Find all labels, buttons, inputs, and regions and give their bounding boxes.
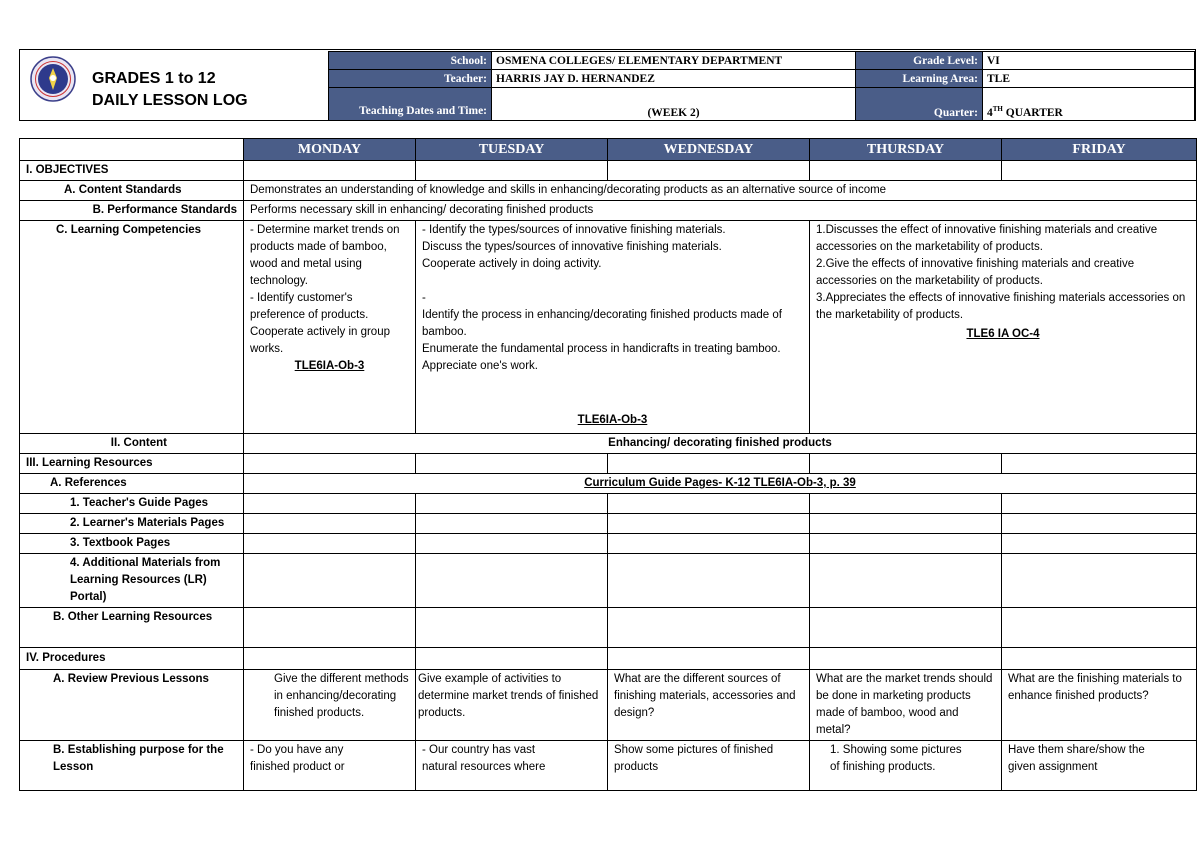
objectives-label: I. OBJECTIVES (20, 161, 244, 181)
quarter-value: 4TH QUARTER (983, 88, 1195, 121)
day-header-monday: MONDAY (244, 139, 416, 161)
competencies-thufri-text: 1.Discusses the effect of innovative finishing materials and creative accessories on the marketability of products. 2.Give the effects of innovative finishing materials and creative accessories on the marketability of products. 3.Appreciates the effects of innovative finishing materials accessories on the marketability of products. (816, 224, 1186, 321)
purpose-monday: - Do you have any finished product or (244, 741, 416, 791)
procedures-label: IV. Procedures (20, 648, 244, 670)
day-header-friday: FRIDAY (1002, 139, 1197, 161)
purpose-friday: Have them share/show the given assignment (1002, 741, 1197, 791)
teaching-dates-value: (WEEK 2) (492, 88, 856, 121)
header-info-table (328, 51, 1195, 121)
review-friday: What are the finishing materials to enhance finished products? (1002, 670, 1197, 741)
learners-materials-label: 2. Learner's Materials Pages (20, 514, 244, 534)
page-title-line1: GRADES 1 to 12 (92, 70, 216, 87)
day-header-wednesday: WEDNESDAY (608, 139, 810, 161)
grade-level-label: Grade Level: (856, 52, 983, 70)
teacher-value: HARRIS JAY D. HERNANDEZ (492, 70, 856, 88)
day-header-thursday: THURSDAY (810, 139, 1002, 161)
references-value: Curriculum Guide Pages- K-12 TLE6IA-Ob-3, p. 39 (244, 474, 1197, 494)
review-monday: Give the different methods in enhancing/decorating finished products. (244, 670, 416, 741)
review-tuesday: Give example of activities to determine market trends of finished products. (416, 670, 608, 741)
school-label: School: (329, 52, 492, 70)
learning-area-value: TLE (983, 70, 1195, 88)
establishing-purpose-label: B. Establishing purpose for the Lesson (20, 741, 244, 791)
review-lessons-label: A. Review Previous Lessons (20, 670, 244, 741)
purpose-thursday: 1. Showing some pictures of finishing products. (810, 741, 1002, 791)
page-title-line2: DAILY LESSON LOG (92, 92, 248, 109)
content-standards-label: A. Content Standards (20, 181, 244, 201)
school-value: OSMENA COLLEGES/ ELEMENTARY DEPARTMENT (492, 52, 856, 70)
learning-competencies-label: C. Learning Competencies (20, 221, 244, 434)
content-standards-value: Demonstrates an understanding of knowledge and skills in enhancing/decorating products as an alternative source of income (244, 181, 1197, 201)
purpose-wednesday: Show some pictures of finished products (608, 741, 810, 791)
competencies-monday-code: TLE6IA-Ob-3 (294, 360, 365, 372)
performance-standards-value: Performs necessary skill in enhancing/ decorating finished products (244, 201, 1197, 221)
competencies-monday-text: - Determine market trends on products made of bamboo, wood and metal using technology. - Identify customer's preference of products. Cooperate actively in group works. (250, 224, 400, 355)
review-wednesday: What are the different sources of finishing materials, accessories and design? (608, 670, 810, 741)
review-thursday: What are the market trends should be done in marketing products made of bamboo, wood and metal? (810, 670, 1002, 741)
teaching-dates-label: Teaching Dates and Time: (329, 88, 492, 121)
learning-area-label: Learning Area: (856, 70, 983, 88)
additional-materials-label: 4. Additional Materials from Learning Resources (LR) Portal) (20, 554, 244, 608)
content-value: Enhancing/ decorating finished products (244, 434, 1197, 454)
competencies-tuewed-text: - Identify the types/sources of innovative finishing materials. Discuss the types/sources of innovative finishing materials. Cooperate actively in doing activity. - Identify the process in enhancing/decorating finished products made of bamboo. Enumerate the fundamental process in handicrafts in treating bamboo. Appreciate one's work. (422, 224, 782, 372)
competencies-tuewed-code: TLE6IA-Ob-3 (577, 414, 648, 426)
competencies-monday (244, 221, 416, 434)
content-label: II. Content (20, 434, 244, 454)
competencies-tuesday-wednesday (416, 221, 810, 434)
other-resources-label: B. Other Learning Resources (20, 608, 244, 648)
teachers-guide-label: 1. Teacher's Guide Pages (20, 494, 244, 514)
learning-resources-label: III. Learning Resources (20, 454, 244, 474)
quarter-label: Quarter: (856, 88, 983, 121)
competencies-thursday-friday (810, 221, 1197, 434)
references-label: A. References (20, 474, 244, 494)
teacher-label: Teacher: (329, 70, 492, 88)
corner-cell (20, 139, 244, 161)
purpose-tuesday: - Our country has vast natural resources where (416, 741, 608, 791)
competencies-thufri-code: TLE6 IA OC-4 (966, 328, 1040, 340)
lesson-log-table (19, 138, 1197, 791)
deped-seal-icon (30, 56, 76, 102)
grade-level-value: VI (983, 52, 1195, 70)
performance-standards-label: B. Performance Standards (20, 201, 244, 221)
textbook-pages-label: 3. Textbook Pages (20, 534, 244, 554)
day-header-tuesday: TUESDAY (416, 139, 608, 161)
